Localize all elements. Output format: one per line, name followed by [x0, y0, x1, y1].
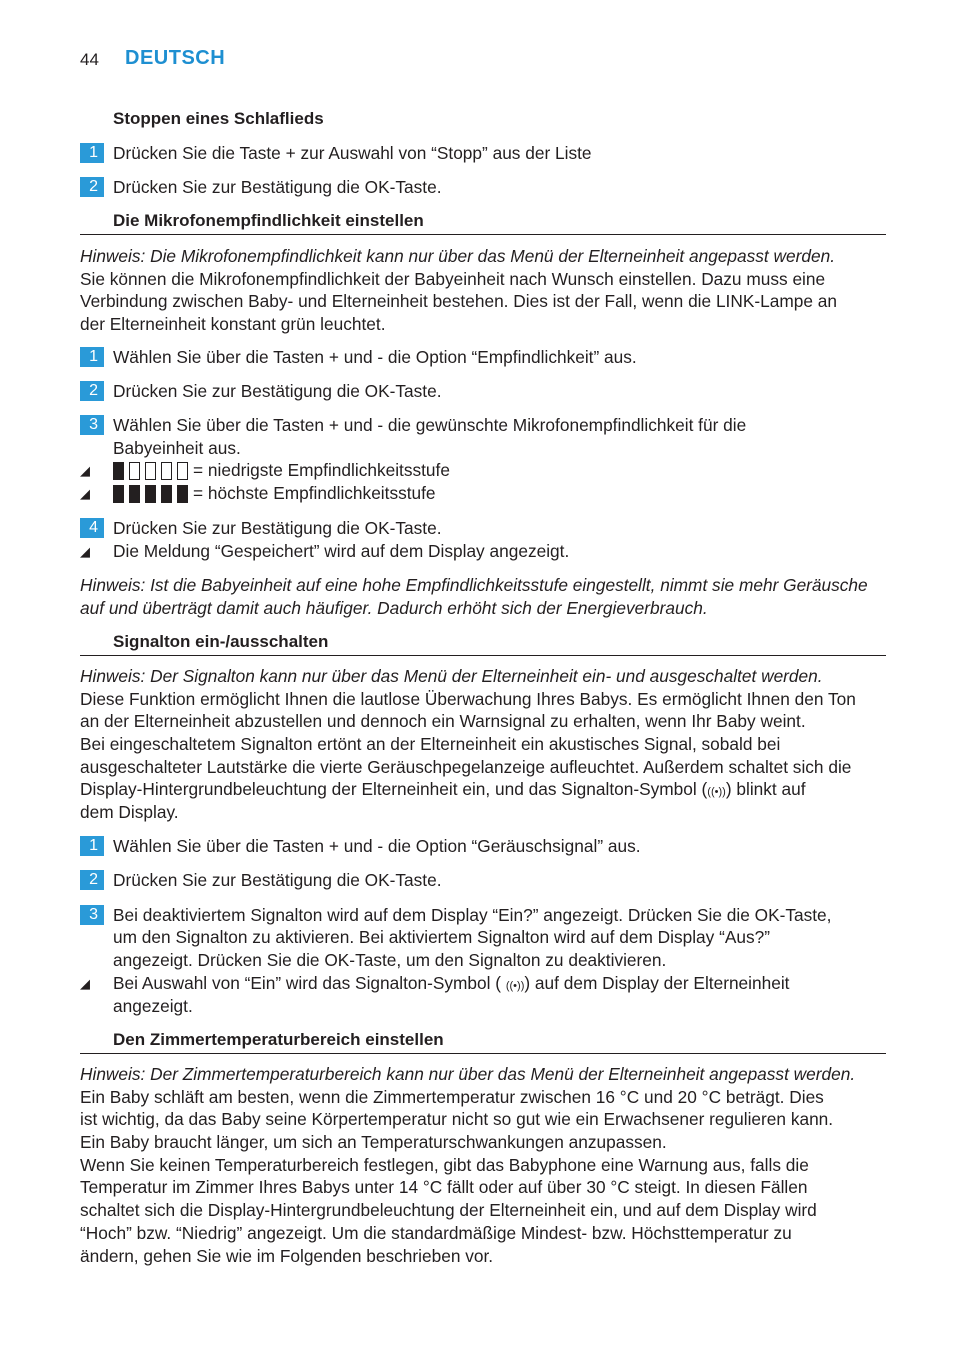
- bullet-arrow-icon: ◢: [80, 976, 90, 991]
- step-number: 3: [80, 905, 104, 925]
- body-line: [80, 778, 806, 804]
- body-line: Ein Baby braucht länger, um sich an Temperaturschwankungen anzupassen.: [80, 1132, 667, 1152]
- body-line: ändern, gehen Sie wie im Folgenden beschrieben vor.: [80, 1246, 494, 1266]
- section-rule: [80, 234, 886, 235]
- page-number: 44: [80, 50, 99, 69]
- note-text: Hinweis: Der Zimmertemperaturbereich kann nur über das Menü der Elterneinheit angepasst werden.: [80, 1064, 856, 1084]
- step-number: 4: [80, 518, 104, 538]
- step-number: 2: [80, 177, 104, 197]
- body-text: ) blinkt auf: [725, 779, 806, 799]
- section-heading-mic: Die Mikrofonempfindlichkeit einstellen: [113, 211, 424, 230]
- signal-symbol-icon: ((•)): [505, 980, 525, 992]
- step-number: 2: [80, 381, 104, 401]
- bullet-arrow-icon: ◢: [80, 463, 90, 478]
- step-text: Wählen Sie über die Tasten + und - die gewünschte Mikrofonempfindlichkeit für die: [113, 415, 747, 435]
- sensitivity-bars-icon: [113, 460, 193, 483]
- step-text: Drücken Sie zur Bestätigung die OK-Taste.: [113, 870, 442, 890]
- body-text: Display-Hintergrundbeleuchtung der Elterneinheit ein, und das Signalton-Symbol (: [80, 779, 708, 799]
- level-text: = niedrigste Empfindlichkeitsstufe: [193, 460, 450, 480]
- step-text: um den Signalton zu aktivieren. Bei aktiviertem Signalton wird auf dem Display “Aus?”: [113, 927, 770, 947]
- section-rule: [80, 655, 886, 656]
- body-line: ausgeschalteter Lautstärke die vierte Geräuschpegelanzeige aufleuchtet. Außerdem schaltet sich die: [80, 757, 852, 777]
- step-text: Drücken Sie zur Bestätigung die OK-Taste.: [113, 177, 442, 197]
- note-text: Hinweis: Ist die Babyeinheit auf eine hohe Empfindlichkeitsstufe eingestellt, nimmt sie mehr Geräusche: [80, 575, 868, 595]
- body-line: der Elterneinheit konstant grün leuchtet.: [80, 314, 386, 334]
- result-text: Bei Auswahl von “Ein” wird das Signalton-Symbol (: [113, 973, 506, 993]
- note-text: Hinweis: Der Signalton kann nur über das Menü der Elterneinheit ein- und ausgeschaltet werden.: [80, 666, 823, 686]
- step-text: Wählen Sie über die Tasten + und - die Option “Geräuschsignal” aus.: [113, 836, 641, 856]
- section-heading-temp: Den Zimmertemperaturbereich einstellen: [113, 1030, 444, 1049]
- sensitivity-bars-icon: [113, 483, 193, 506]
- signal-symbol-icon: ((•)): [707, 786, 726, 798]
- section-rule: [80, 1053, 886, 1054]
- body-line: Ein Baby schläft am besten, wenn die Zimmertemperatur zwischen 16 °C und 20 °C beträgt. Dies: [80, 1087, 824, 1107]
- body-line: Diese Funktion ermöglicht Ihnen die lautlose Überwachung Ihres Babys. Es ermöglicht Ihnen den Ton: [80, 689, 856, 709]
- step-text: Bei deaktiviertem Signalton wird auf dem Display “Ein?” angezeigt. Drücken Sie die OK-Taste,: [113, 905, 832, 925]
- bullet-arrow-icon: ◢: [80, 544, 90, 559]
- section-heading-signal: Signalton ein-/ausschalten: [113, 632, 329, 651]
- result-text: Die Meldung “Gespeichert” wird auf dem Display angezeigt.: [113, 541, 570, 561]
- body-line: Sie können die Mikrofonempfindlichkeit der Babyeinheit nach Wunsch einstellen. Dazu muss eine: [80, 269, 826, 289]
- step-number: 1: [80, 836, 104, 856]
- body-line: Verbindung zwischen Baby- und Elterneinheit bestehen. Dies ist der Fall, wenn die LINK-Lampe an: [80, 291, 837, 311]
- level-row-lowest: [113, 459, 450, 483]
- bullet-arrow-icon: ◢: [80, 486, 90, 501]
- result-text: ) auf dem Display der Elterneinheit: [524, 973, 790, 993]
- body-line: Wenn Sie keinen Temperaturbereich festlegen, gibt das Babyphone eine Warnung aus, falls die: [80, 1155, 809, 1175]
- level-row-highest: [113, 482, 436, 506]
- result-text: [113, 972, 789, 998]
- step-text: Drücken Sie die Taste + zur Auswahl von “Stopp” aus der Liste: [113, 143, 592, 163]
- step-text: Drücken Sie zur Bestätigung die OK-Taste.: [113, 381, 442, 401]
- body-line: an der Elterneinheit abzustellen und dennoch ein Warnsignal zu erhalten, wenn Ihr Baby weint.: [80, 711, 806, 731]
- step-number: 1: [80, 347, 104, 367]
- body-line: “Hoch” bzw. “Niedrig” angezeigt. Um die standardmäßige Mindest- bzw. Höchsttemperatur zu: [80, 1223, 792, 1243]
- section-heading-stop-lullaby: Stoppen eines Schlaflieds: [113, 109, 324, 128]
- note-text: auf und überträgt damit auch häufiger. Dadurch erhöht sich der Energieverbrauch.: [80, 598, 708, 618]
- step-number: 3: [80, 415, 104, 435]
- step-text: Drücken Sie zur Bestätigung die OK-Taste.: [113, 518, 442, 538]
- step-number: 1: [80, 143, 104, 163]
- body-line: Bei eingeschaltetem Signalton ertönt an der Elterneinheit ein akustisches Signal, sobald bei: [80, 734, 781, 754]
- step-text: angezeigt. Drücken Sie die OK-Taste, um den Signalton zu deaktivieren.: [113, 950, 667, 970]
- language-title: DEUTSCH: [125, 47, 226, 69]
- note-text: Hinweis: Die Mikrofonempfindlichkeit kann nur über das Menü der Elterneinheit angepasst werden.: [80, 246, 836, 266]
- body-line: schaltet sich die Display-Hintergrundbeleuchtung der Elterneinheit ein, und auf dem Display wird: [80, 1200, 817, 1220]
- body-line: ist wichtig, da das Baby seine Körpertemperatur nicht so gut wie ein Erwachsener regulieren kann.: [80, 1109, 834, 1129]
- step-number: 2: [80, 870, 104, 890]
- step-text: Wählen Sie über die Tasten + und - die Option “Empfindlichkeit” aus.: [113, 347, 637, 367]
- step-text: Babyeinheit aus.: [113, 438, 241, 458]
- body-line: dem Display.: [80, 802, 179, 822]
- level-text: = höchste Empfindlichkeitsstufe: [193, 483, 436, 503]
- result-text: angezeigt.: [113, 996, 193, 1016]
- body-line: Temperatur im Zimmer Ihres Babys unter 14 °C fällt oder auf über 30 °C steigt. In diesen Fällen: [80, 1177, 808, 1197]
